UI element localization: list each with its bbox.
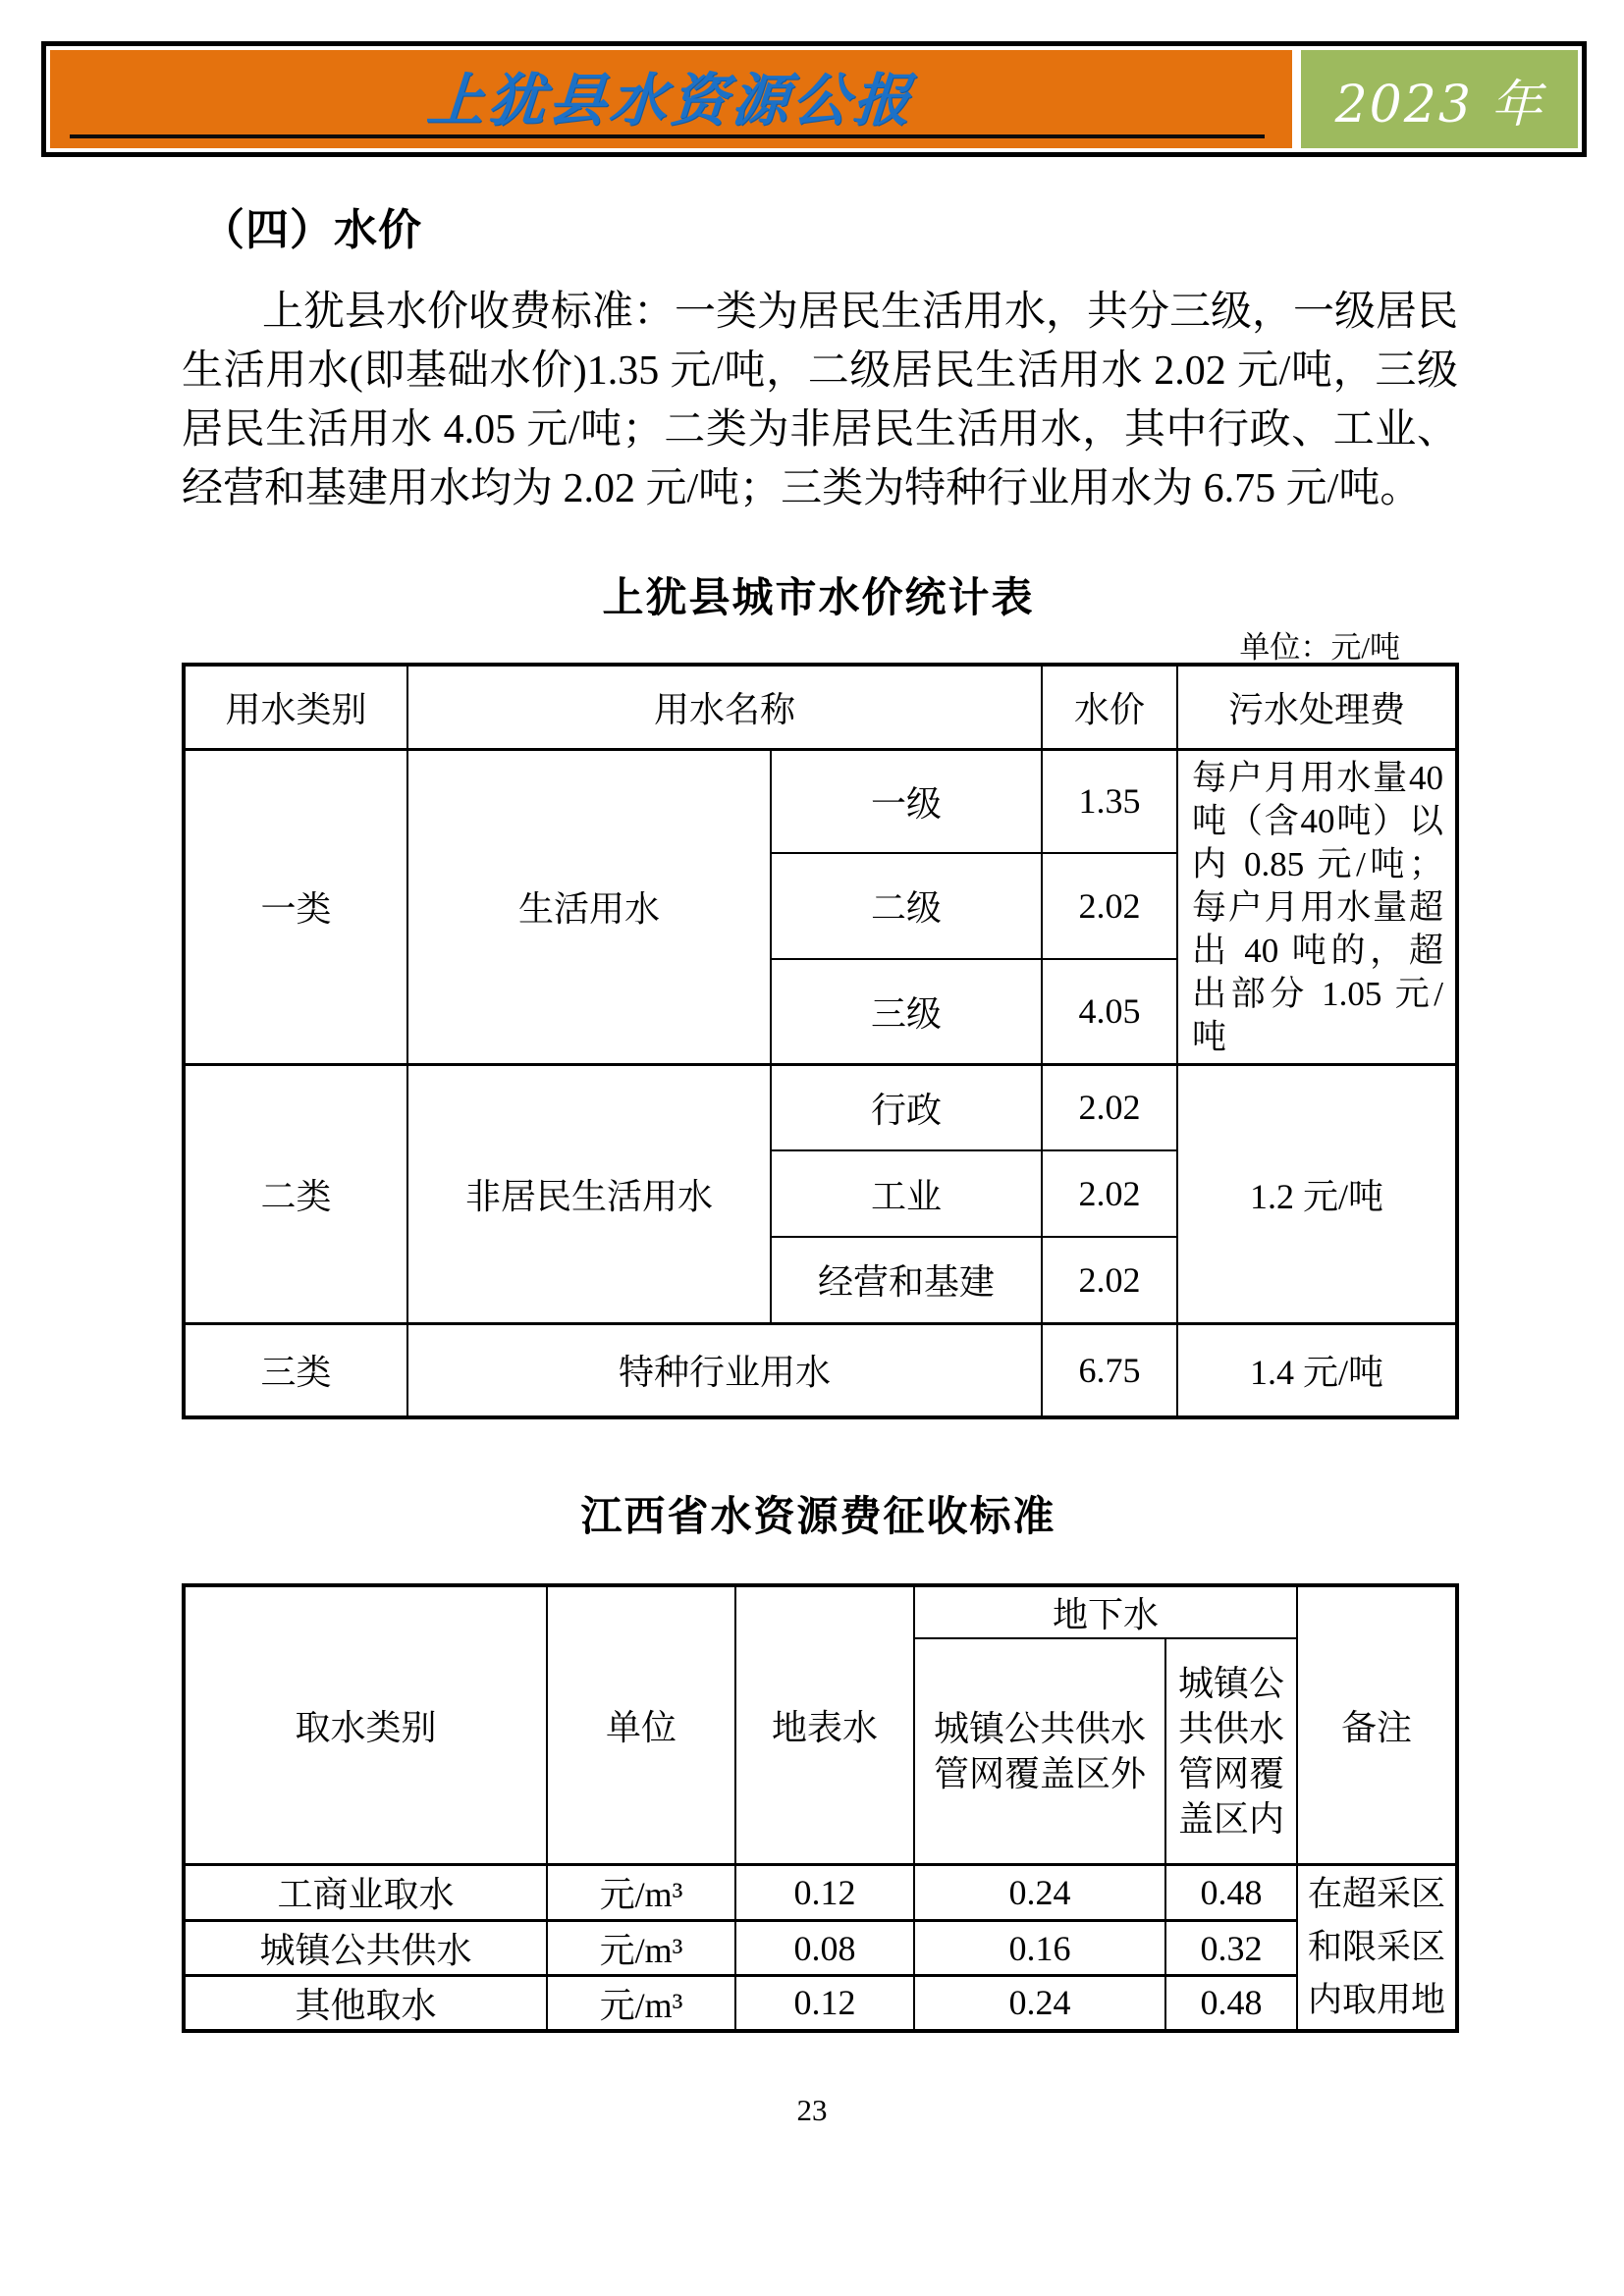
table2-header-row-top [184, 1585, 1457, 1638]
cell-other-unit: 元/m³ [547, 1975, 735, 2030]
cell-industrial-name: 工商业取水 [184, 1864, 547, 1921]
cell-public-unit: 元/m³ [547, 1921, 735, 1976]
cell-class2-sewage-fee: 1.2 元/吨 [1177, 1064, 1457, 1323]
cell-class3-name: 特种行业用水 [407, 1323, 1042, 1417]
report-title: 上犹县水资源公报 [425, 69, 917, 133]
cell-other-name: 其他取水 [184, 1975, 547, 2030]
cell-class3-category: 三类 [184, 1323, 407, 1417]
header-cell-groundwater-outside: 城镇公共供水管网覆盖区外 [914, 1638, 1165, 1864]
table1-unit-note: 单位：元/吨 [1239, 630, 1400, 665]
cell-class3-sewage-fee: 1.4 元/吨 [1177, 1323, 1457, 1417]
cell-class1-tier3-sub: 三级 [771, 959, 1042, 1064]
cell-class1-tier1-sub: 一级 [771, 749, 1042, 853]
water-price-paragraph: 上犹县水价收费标准：一类为居民生活用水，共分三级，一级居民生活用水(即基础水价)1.35 元/吨，二级居民生活用水 2.02 元/吨，三级居民生活用水 4.05 元/吨；二类为非居民生活用水，其中行政、工业、经营和基建用水均为 2.02 元/吨；三类为特种行业用水为 6.75 元/吨。 [182, 290, 1459, 511]
cell-class1-tier2-price: 2.02 [1042, 853, 1177, 958]
city-water-price-table [182, 663, 1459, 1419]
cell-other-surface: 0.12 [735, 1975, 914, 2030]
cell-class2-industry-sub: 工业 [771, 1150, 1042, 1237]
header-cell-sewage-fee: 污水处理费 [1177, 665, 1457, 749]
cell-industrial-surface: 0.12 [735, 1864, 914, 1921]
cell-public-out: 0.16 [914, 1921, 1165, 1976]
cell-industrial-out: 0.24 [914, 1864, 1165, 1921]
header-cell-use-name: 用水名称 [407, 665, 1042, 749]
cell-public-surface: 0.08 [735, 1921, 914, 1976]
table2-row-other [184, 1975, 1457, 2030]
header-cell-surface-water: 地表水 [735, 1585, 914, 1864]
table-row-class2-admin [184, 1064, 1457, 1150]
header-cell-groundwater: 地下水 [914, 1585, 1297, 1638]
header-cell-use-category: 用水类别 [184, 665, 407, 749]
cell-class1-tier3-price: 4.05 [1042, 959, 1177, 1064]
cell-other-out: 0.24 [914, 1975, 1165, 2030]
table-row-class1-tier1 [184, 749, 1457, 853]
cell-class1-tier2-sub: 二级 [771, 853, 1042, 958]
report-title-banner [50, 50, 1292, 148]
cell-class2-business-sub: 经营和基建 [771, 1237, 1042, 1323]
cell-class2-business-price: 2.02 [1042, 1237, 1177, 1323]
cell-remark: 在超采区和限采区内取用地 [1297, 1864, 1457, 2031]
table2-row-industrial [184, 1864, 1457, 1921]
cell-industrial-in: 0.48 [1165, 1864, 1297, 1921]
cell-class1-category: 一类 [184, 749, 407, 1064]
header-cell-intake-category: 取水类别 [184, 1585, 547, 1864]
cell-class1-name: 生活用水 [407, 749, 771, 1064]
table2-row-public-supply [184, 1921, 1457, 1976]
report-header-frame [41, 41, 1587, 157]
cell-class2-industry-price: 2.02 [1042, 1150, 1177, 1237]
resource-fee-table-title: 江西省水资源费征收标准 [580, 1493, 1056, 1539]
cell-public-name: 城镇公共供水 [184, 1921, 547, 1976]
header-cell-remark: 备注 [1297, 1585, 1457, 1864]
table1-header-row [184, 665, 1457, 749]
cell-class2-name: 非居民生活用水 [407, 1064, 771, 1323]
cell-industrial-unit: 元/m³ [547, 1864, 735, 1921]
cell-class2-category: 二类 [184, 1064, 407, 1323]
section-heading: （四）水价 [201, 206, 422, 254]
cell-class1-tier1-price: 1.35 [1042, 749, 1177, 853]
city-water-price-table-title: 上犹县城市水价统计表 [602, 574, 1035, 620]
report-year-badge [1301, 50, 1578, 148]
header-cell-groundwater-inside: 城镇公共供水管网覆盖区内 [1165, 1638, 1297, 1864]
header-cell-price: 水价 [1042, 665, 1177, 749]
header-cell-unit: 单位 [547, 1585, 735, 1864]
cell-class3-price: 6.75 [1042, 1323, 1177, 1417]
cell-class2-admin-sub: 行政 [771, 1064, 1042, 1150]
report-year: 2023 年 [1334, 75, 1544, 134]
cell-class2-admin-price: 2.02 [1042, 1064, 1177, 1150]
water-resource-fee-table [182, 1583, 1459, 2033]
page-number: 23 [796, 2093, 828, 2127]
cell-public-in: 0.32 [1165, 1921, 1297, 1976]
table-row-class3 [184, 1323, 1457, 1417]
cell-class1-sewage-fee: 每户月用水量40吨（含40吨）以内 0.85 元/吨；每户月用水量超出 40 吨的，超出部分 1.05 元/吨 [1177, 749, 1457, 1064]
title-underline [70, 134, 1265, 138]
cell-other-in: 0.48 [1165, 1975, 1297, 2030]
